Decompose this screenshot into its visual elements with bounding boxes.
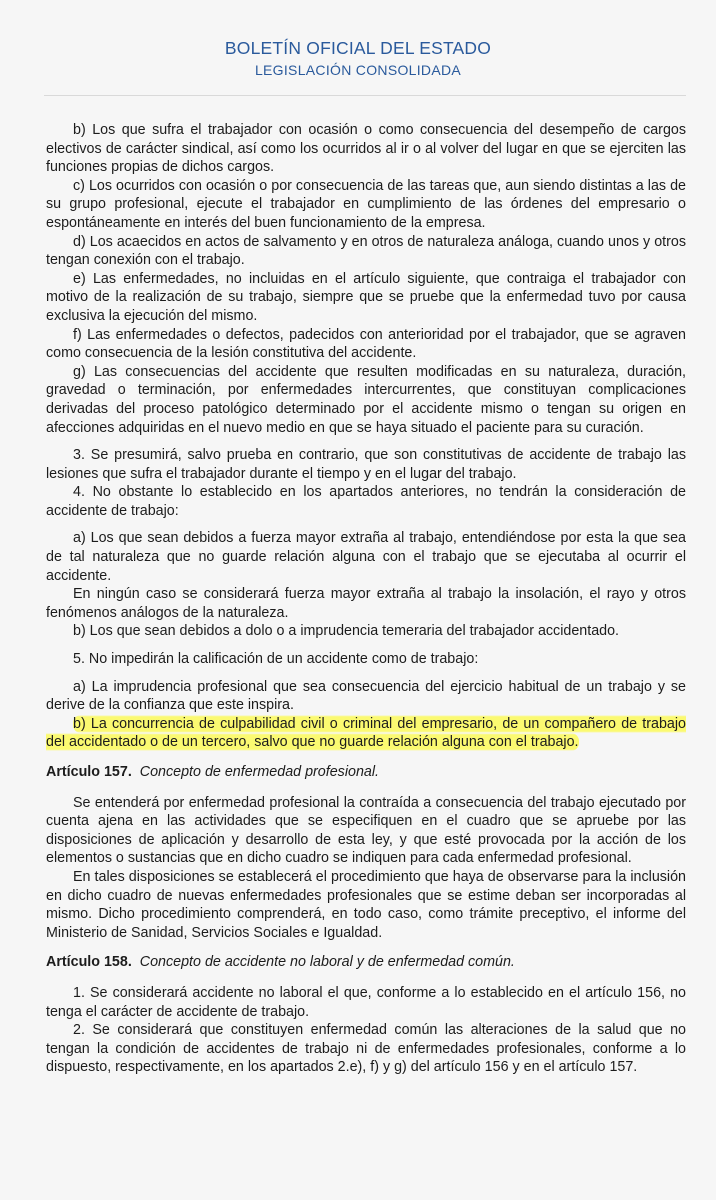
document-body (46, 121, 686, 1077)
article-158-p2: 2. Se considerará que constituyen enfermedad común las alteraciones de la salud que no tengan la condición de accidentes de trabajo ni de enfermedades profesionales, conforme a lo dispuesto, respectivamente, en los apartados 2.e), f) y g) del artículo 156 y en el artículo 157. (46, 1022, 686, 1076)
paragraph-2f: f) Las enfermedades o defectos, padecidos con anterioridad por el trabajador, que se agraven como consecuencia de la lesión constitutiva del accidente. (46, 326, 686, 362)
article-158-number: Artículo 158. (46, 954, 132, 971)
article-157-title: Concepto de enfermedad profesional. (139, 764, 380, 780)
paragraph-4a: a) Los que sean debidos a fuerza mayor extraña al trabajo, entendiéndose por esta la que sea de tal naturaleza que no guarde relación alguna con el trabajo que se ejecutaba al ocurrir el accidente. (46, 530, 686, 584)
boe-subtitle: LEGISLACIÓN CONSOLIDADA (254, 62, 462, 78)
boe-title: BOLETÍN OFICIAL DEL ESTADO (224, 38, 492, 58)
article-158-heading (46, 953, 686, 972)
paragraph-2g: g) Las consecuencias del accidente que resulten modificadas en su naturaleza, duración, gravedad o terminación, por enfermedades intercurrentes, que constituyan complicaciones derivadas del proceso patológico determinado por el accidente mismo o tengan su origen en afecciones adquiridas en el nuevo medio en que se haya situado el paciente para su curación. (46, 363, 686, 436)
paragraph-5: 5. No impedirán la calificación de un accidente como de trabajo: (73, 651, 479, 668)
article-157-number: Artículo 157. (46, 764, 132, 780)
paragraph-5a: a) La imprudencia profesional que sea consecuencia del ejercicio habitual de un trabajo y se derive de la confianza que este inspira. (46, 678, 686, 714)
paragraph-2c: c) Los ocurridos con ocasión o por consecuencia de las tareas que, aun siendo distintas a las de su grupo profesional, ejecute el trabajador en cumplimiento de las órdenes del empresario o espontáneamente en interés del buen funcionamiento de la empresa. (46, 177, 686, 231)
paragraph-2d: d) Los acaecidos en actos de salvamento y en otros de naturaleza análoga, cuando unos y otros tengan conexión con el trabajo. (46, 233, 686, 269)
paragraph-3: 3. Se presumirá, salvo prueba en contrario, que son constitutivas de accidente de trabajo las lesiones que sufra el trabajador durante el tiempo y en el lugar del trabajo. (46, 447, 686, 482)
paragraph-4b: b) Los que sean debidos a dolo o a imprudencia temeraria del trabajador accidentado. (73, 623, 620, 640)
header-divider (44, 95, 686, 96)
highlighted-text: b) La concurrencia de culpabilidad civil o criminal del empresario, de un compañero de trabajo del accidentado o de un tercero, salvo que no guarde relación alguna con el trabajo. (46, 715, 686, 751)
paragraph-2b: b) Los que sufra el trabajador con ocasión o como consecuencia del desempeño de cargos electivos de carácter sindical, así como los ocurridos al ir o al volver del lugar en que se ejerciten las funciones propias de dichos cargos. (46, 122, 686, 176)
article-157-p2: En tales disposiciones se establecerá el procedimiento que haya de observarse para la inclusión en dicho cuadro de nuevas enfermedades profesionales que se estime deban ser incorporadas al mismo. Dicho procedimiento comprenderá, en todo caso, como trámite preceptivo, el informe del Ministerio de Sanidad, Servicios Sociales e Igualdad. (46, 868, 686, 941)
paragraph-2e: e) Las enfermedades, no incluidas en el artículo siguiente, que contraiga el trabajador con motivo de la realización de su trabajo, siempre que se pruebe que la enfermedad tuvo por causa exclusiva la ejecución del mismo. (46, 270, 686, 324)
article-158-p1: 1. Se considerará accidente no laboral el que, conforme a lo establecido en el artículo 156, no tenga el carácter de accidente de trabajo. (46, 984, 686, 1020)
paragraph-4a-note: En ningún caso se considerará fuerza mayor extraña al trabajo la insolación, el rayo y otros fenómenos análogos de la naturaleza. (46, 586, 686, 621)
article-157-p1: Se entenderá por enfermedad profesional la contraída a consecuencia del trabajo ejecutado por cuenta ajena en las actividades que se especifiquen en el cuadro que se apruebe por las disposiciones de aplicación y desarrollo de esta ley, y que esté provocada por la acción de los elementos o sustancias que en dicho cuadro se indiquen para cada enfermedad profesional. (46, 794, 686, 867)
article-158-title: Concepto de accidente no laboral y de enfermedad común. (139, 954, 515, 971)
paragraph-5b (46, 715, 686, 752)
paragraph-4: 4. No obstante lo establecido en los apartados anteriores, no tendrán la consideración de accidente de trabajo: (46, 484, 686, 519)
article-157-heading (46, 763, 686, 782)
